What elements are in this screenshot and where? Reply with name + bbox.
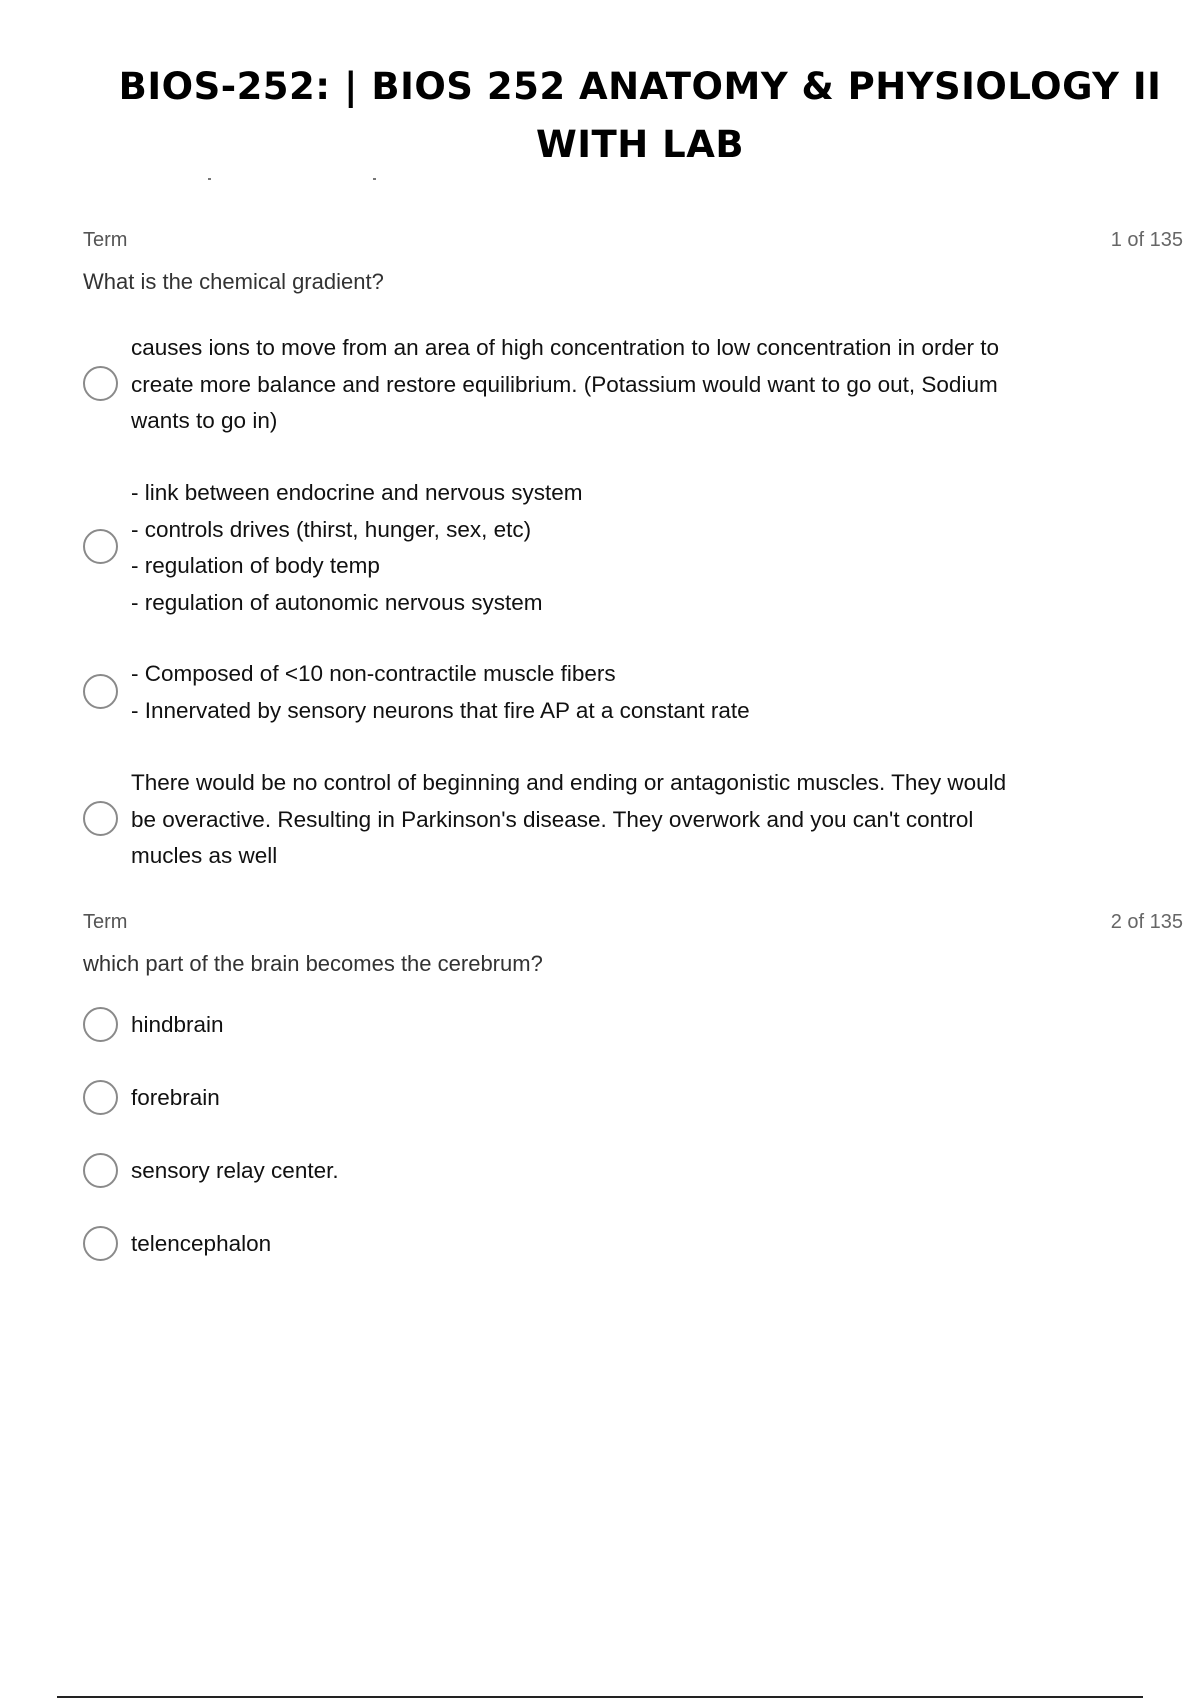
question-counter: 2 of 135 <box>1110 911 1183 933</box>
question-counter: 1 of 135 <box>1110 229 1183 251</box>
radio-button[interactable] <box>83 529 118 564</box>
page-title-line-2: WITH LAB <box>535 123 745 166</box>
radio-button[interactable] <box>83 1007 118 1042</box>
radio-button[interactable] <box>83 366 118 401</box>
answer-option-text: telencephalon <box>131 1231 272 1256</box>
radio-button[interactable] <box>83 1080 118 1115</box>
answer-option-text: hindbrain <box>131 1012 224 1037</box>
term-label: Term <box>83 911 128 933</box>
radio-button[interactable] <box>83 674 118 709</box>
question-card-1 <box>83 229 1183 868</box>
radio-button[interactable] <box>83 801 118 836</box>
question-prompt: which part of the brain becomes the cerebrum? <box>83 951 543 976</box>
question-prompt: What is the chemical gradient? <box>83 269 384 294</box>
answer-option-text: sensory relay center. <box>131 1158 339 1183</box>
answer-option-text: - Composed of <10 non-contractile muscle fibers - Innervated by sensory neurons that fire AP at a constant rate <box>131 661 750 723</box>
answer-option-text: There would be no control of beginning and ending or antagonistic muscles. They would be overactive. Resulting in Parkinson's disease. They overwork and you can't control mucles as well <box>131 770 1007 868</box>
answer-option-text: forebrain <box>131 1085 220 1110</box>
bottom-divider <box>57 1696 1143 1698</box>
answer-option-text: causes ions to move from an area of high concentration to low concentration in order to create more balance and restore equilibrium. (Potassium would want to go out, Sodium wants to go in) <box>131 335 999 433</box>
radio-button[interactable] <box>83 1153 118 1188</box>
page-title-line-1: BIOS-252: | BIOS 252 ANATOMY & PHYSIOLOGY II <box>118 65 1162 108</box>
page-title <box>60 58 1200 174</box>
radio-button[interactable] <box>83 1226 118 1261</box>
question-card-2 <box>83 911 1183 1256</box>
term-label: Term <box>83 229 128 251</box>
answer-option-text: - link between endocrine and nervous system - controls drives (thirst, hunger, sex, etc) - regulation of body temp - regulation of autonomic nervous system <box>131 480 583 615</box>
